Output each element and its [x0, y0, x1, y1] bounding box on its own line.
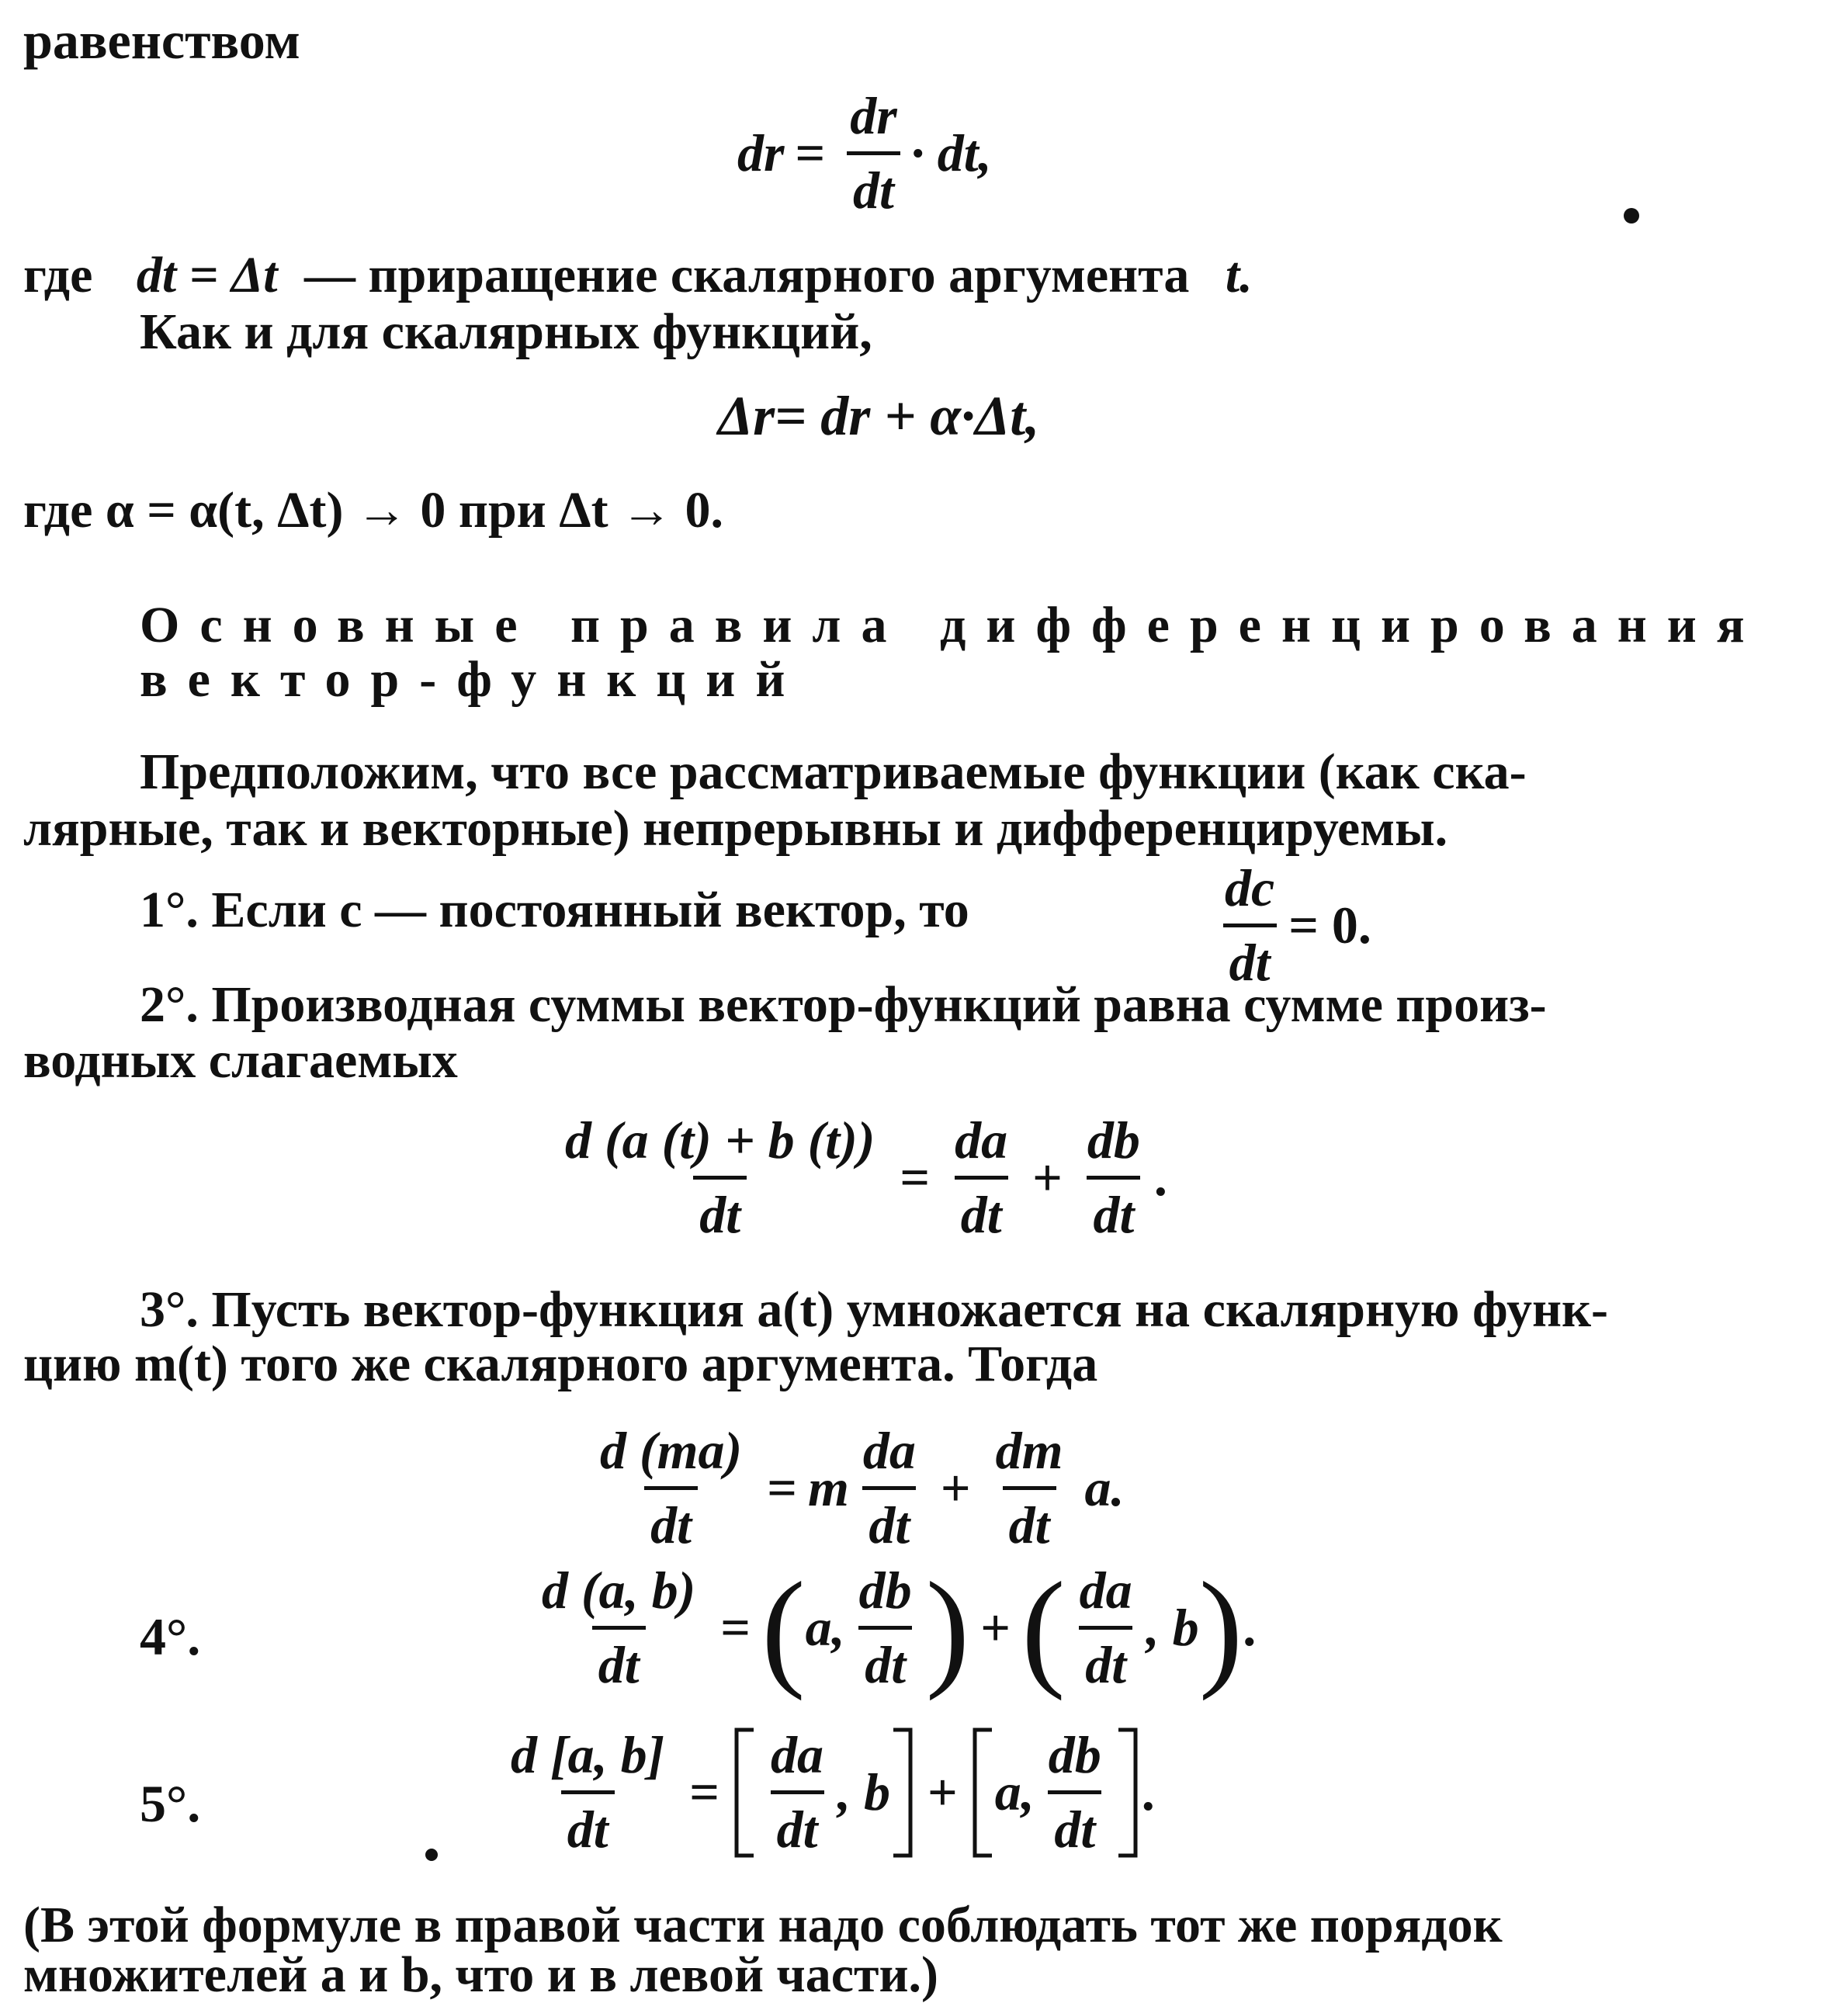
rule3-line1: 3°. Пусть вектор-функция a(t) умножается на скалярную функ-	[140, 1281, 1609, 1338]
rule4-n2: da	[1079, 1561, 1132, 1620]
para-assume-line2: лярные, так и векторные) непрерывны и дифференцируемы.	[23, 800, 1448, 857]
rule4-fraction1	[853, 1560, 918, 1696]
rule4-label: 4°.	[140, 1607, 201, 1666]
formula-dr	[737, 85, 992, 221]
formula-dr-num: dr	[850, 86, 897, 145]
note-line2: множителей a и b, что и в левой части.)	[23, 1946, 938, 2003]
rule5-d2: dt	[1048, 1790, 1101, 1860]
formula3-m: m	[807, 1458, 849, 1517]
rule1-fraction	[1219, 858, 1281, 993]
rule5-label: 5°.	[140, 1774, 201, 1833]
rule5-lden: dt	[561, 1790, 615, 1860]
rule4-formula	[528, 1554, 1257, 1701]
rule4-a: a,	[805, 1598, 845, 1657]
rule5-fraction2	[1042, 1724, 1108, 1860]
rule5-formula	[497, 1724, 1155, 1860]
formula3-d2: dt	[1003, 1486, 1056, 1556]
rule5-plus: +	[927, 1762, 958, 1821]
rule4-paren-open-1: (	[761, 1554, 806, 1701]
rule1-den: dt	[1223, 924, 1277, 993]
rule4-n1: db	[858, 1561, 912, 1620]
rule4-paren-close-2: )	[1198, 1554, 1243, 1701]
rule2-line2: водных слагаемых	[23, 1032, 458, 1089]
formula3-left-fraction	[594, 1420, 748, 1556]
rule1-tail: = 0.	[1288, 896, 1371, 955]
rule5-left-fraction	[504, 1724, 671, 1860]
formula2-lnum: d (a (t) + b (t))	[565, 1111, 875, 1170]
formula-dr-eq: =	[795, 123, 826, 182]
rule5-n2: db	[1048, 1725, 1101, 1784]
rule5-bracket-open-2	[969, 1727, 995, 1859]
formula3-lden: dt	[644, 1486, 698, 1556]
line-where-alpha: где α = α(t, Δt) → 0 при Δt → 0.	[23, 482, 724, 539]
formula2-d2: dt	[1087, 1176, 1140, 1246]
where-dt-a: где	[23, 247, 93, 303]
formula2	[551, 1110, 1167, 1246]
rule5-d1: dt	[771, 1790, 824, 1860]
formula3-end: a.	[1084, 1458, 1125, 1517]
formula-delta: Δr= dr + α·Δt,	[718, 385, 1040, 447]
formula2-n1: da	[955, 1111, 1008, 1170]
rule4-end: .	[1243, 1598, 1257, 1657]
rule5-b: , b	[837, 1762, 891, 1821]
formula-dr-den: dt	[847, 151, 900, 221]
formula2-fraction1	[948, 1110, 1014, 1246]
formula2-d1: dt	[955, 1176, 1008, 1246]
rule4-paren-close-1: )	[925, 1554, 970, 1701]
ink-speck	[1624, 208, 1639, 224]
rule4-plus: +	[980, 1598, 1011, 1657]
rule1-formula	[1211, 858, 1371, 993]
rule4-lden: dt	[592, 1626, 646, 1696]
rule4-eq: =	[720, 1598, 751, 1657]
rule3-line2: цию m(t) того же скалярного аргумента. Тогда	[23, 1336, 1098, 1392]
heading-line2: вектор-функций	[140, 651, 806, 708]
formula2-end: .	[1153, 1148, 1167, 1207]
rule4-b: , b	[1146, 1598, 1199, 1657]
rule4-paren-open-2: (	[1021, 1554, 1066, 1701]
rule5-bracket-close-1	[890, 1727, 917, 1859]
ink-speck	[425, 1849, 438, 1861]
where-dt-c: — приращение скалярного аргумента	[304, 247, 1190, 303]
formula3-d1: dt	[862, 1486, 916, 1556]
rule5-fraction1	[765, 1724, 830, 1860]
rule1-text: 1°. Если c — постоянный вектор, то	[140, 882, 969, 938]
note-line1: (В этой формуле в правой части надо соблюдать тот же порядок	[23, 1897, 1503, 1953]
where-dt-b: dt = Δt	[136, 247, 278, 303]
formula3-eq: =	[767, 1458, 797, 1517]
formula2-n2: db	[1087, 1111, 1140, 1170]
rule4-d1: dt	[858, 1626, 912, 1696]
formula3	[586, 1420, 1125, 1556]
formula2-lden: dt	[693, 1176, 747, 1246]
where-dt-d: t.	[1225, 247, 1253, 303]
formula3-n2: dm	[995, 1421, 1063, 1480]
rule1-num: dc	[1225, 858, 1275, 917]
rule5-end: .	[1141, 1762, 1155, 1821]
formula2-left-fraction	[559, 1110, 881, 1246]
formula3-plus: +	[940, 1458, 971, 1517]
rule5-eq: =	[689, 1762, 720, 1821]
formula3-fraction1	[857, 1420, 922, 1556]
formula2-eq: =	[900, 1148, 931, 1207]
formula2-plus: +	[1032, 1148, 1063, 1207]
rule5-n1: da	[771, 1725, 824, 1784]
heading-line1: Основные правила дифференцирования	[140, 597, 1765, 653]
formula3-lnum: d (ma)	[600, 1421, 743, 1480]
formula2-fraction2	[1081, 1110, 1146, 1246]
formula-dr-rhs: · dt,	[910, 123, 992, 182]
rule4-lnum: d (a, b)	[542, 1561, 696, 1620]
rule4-fraction2	[1073, 1560, 1139, 1696]
rule5-bracket-close-2	[1115, 1727, 1142, 1859]
rule5-a: a,	[994, 1762, 1035, 1821]
rule2-line1: 2°. Производная суммы вектор-функций равна сумме произ-	[140, 976, 1547, 1033]
rule4-left-fraction	[536, 1560, 702, 1696]
rule5-bracket-open-1	[730, 1727, 757, 1859]
line-as-scalar: Как и для скалярных функций,	[140, 303, 872, 360]
formula-dr-lhs: dr	[737, 123, 785, 182]
line-where-dt	[23, 247, 1482, 303]
rule4-d2: dt	[1079, 1626, 1132, 1696]
formula3-fraction2	[990, 1420, 1070, 1556]
formula3-n1: da	[862, 1421, 916, 1480]
line-top: равенством	[23, 11, 300, 70]
rule5-lnum: d [a, b]	[511, 1725, 665, 1784]
para-assume-line1: Предположим, что все рассматриваемые функции (как ска-	[140, 743, 1527, 800]
formula-dr-fraction	[844, 85, 903, 221]
